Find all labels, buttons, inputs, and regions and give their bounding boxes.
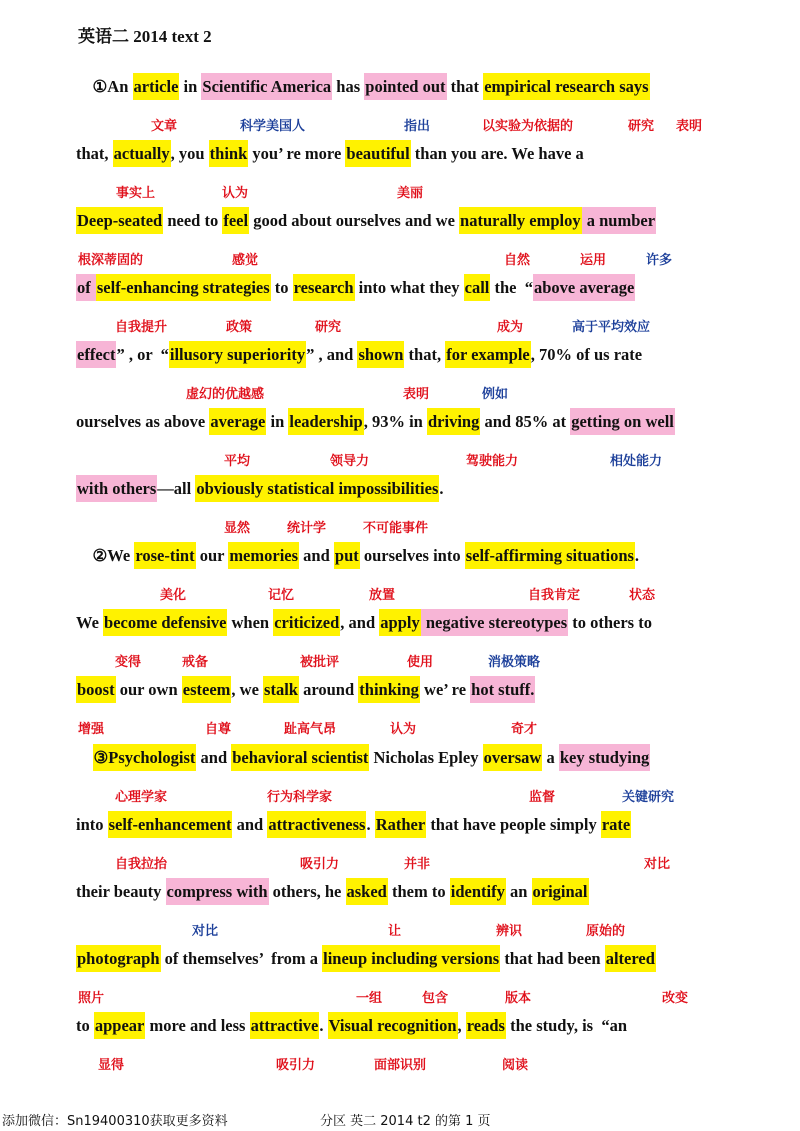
text-segment: and: [299, 546, 334, 565]
text-segment: ourselves as above: [76, 412, 210, 431]
translation-note: 行为科学家: [267, 790, 333, 805]
translation-note: 认为: [390, 722, 417, 737]
text-segment: that had been: [500, 949, 605, 968]
translation-note: 政策: [226, 320, 253, 335]
highlighted-phrase: think: [209, 140, 249, 167]
text-segment: to: [76, 1016, 94, 1035]
translation-note: 文章: [151, 119, 178, 134]
highlighted-phrase: pointed out: [364, 73, 446, 100]
translation-note: 状态: [629, 588, 656, 603]
highlighted-phrase: reads: [466, 1012, 506, 1039]
text-segment: their beauty: [76, 882, 166, 901]
translation-note: 变得: [115, 655, 142, 670]
text-segment: the “: [490, 278, 533, 297]
text-segment: around: [298, 680, 359, 699]
highlighted-phrase: become defensive: [103, 609, 227, 636]
translation-note: 表明: [403, 387, 430, 402]
text-segment: of themselves’ from a: [160, 949, 323, 968]
highlighted-phrase: leadership: [288, 408, 363, 435]
translation-note: 研究: [315, 320, 342, 335]
text-segment: the study, is “an: [505, 1016, 628, 1035]
translation-note: 虚幻的优越感: [186, 387, 265, 402]
translation-note: 戒备: [182, 655, 209, 670]
translation-note: 自我拉抬: [115, 857, 168, 872]
translation-note: 监督: [529, 790, 556, 805]
text-segment: ,: [457, 1016, 466, 1035]
highlighted-phrase: Scientific America: [201, 73, 332, 100]
text-segment: .: [439, 479, 444, 498]
text-segment: that have people simply: [426, 815, 601, 834]
text-segment: in: [179, 77, 202, 96]
text-segment: ①An: [76, 77, 133, 96]
highlighted-phrase: getting on well: [570, 408, 675, 435]
highlighted-phrase: above average: [533, 274, 635, 301]
translation-note: 统计学: [287, 521, 327, 536]
translation-note: 趾高气昂: [284, 722, 337, 737]
translation-note: 显然: [224, 521, 251, 536]
highlighted-phrase: naturally employ: [459, 207, 582, 234]
translation-note: 阅读: [502, 1058, 529, 1073]
highlighted-phrase: rate: [601, 811, 631, 838]
text-segment: them to: [387, 882, 450, 901]
highlighted-phrase: average: [209, 408, 266, 435]
translation-note: 高于平均效应: [572, 320, 651, 335]
highlighted-phrase: of: [76, 274, 96, 301]
translation-note: 版本: [505, 991, 532, 1006]
highlighted-phrase: memories: [228, 542, 299, 569]
highlighted-phrase: appear: [94, 1012, 146, 1039]
text-segment: than you are. We have a: [410, 144, 584, 163]
highlighted-phrase: behavioral scientist: [231, 744, 369, 771]
highlighted-phrase: beautiful: [345, 140, 410, 167]
highlighted-phrase: driving: [427, 408, 480, 435]
text-line: [76, 743, 726, 773]
text-line: [76, 810, 726, 840]
highlighted-phrase: with others: [76, 475, 157, 502]
translation-note: 认为: [222, 186, 249, 201]
translation-note: 被批评: [300, 655, 340, 670]
text-line: [76, 944, 726, 974]
highlighted-phrase: oversaw: [483, 744, 543, 771]
translation-note: 自然: [504, 253, 531, 268]
translation-note: 自尊: [205, 722, 232, 737]
translation-note: 吸引力: [276, 1058, 316, 1073]
highlighted-phrase: feel: [222, 207, 249, 234]
translation-note: 成为: [497, 320, 524, 335]
translation-note: 指出: [404, 119, 431, 134]
text-segment: ” , or “: [116, 345, 169, 364]
translation-note: 心理学家: [115, 790, 168, 805]
highlighted-phrase: apply: [379, 609, 420, 636]
text-segment: .: [634, 546, 640, 565]
translation-note: 对比: [192, 924, 219, 939]
highlighted-phrase: effect: [76, 341, 116, 368]
translation-note: 不可能事件: [363, 521, 429, 536]
highlighted-phrase: esteem: [182, 676, 232, 703]
translation-note: 增强: [78, 722, 105, 737]
highlighted-phrase: self-enhancing strategies: [96, 274, 271, 301]
translation-note: 改变: [662, 991, 689, 1006]
translation-note: 放置: [369, 588, 396, 603]
highlighted-phrase: attractiveness: [267, 811, 366, 838]
highlighted-phrase: obviously statistical impossibilities: [195, 475, 439, 502]
text-line: [76, 877, 726, 907]
text-line: [76, 675, 726, 705]
text-segment: .: [366, 815, 375, 834]
text-line: [76, 139, 726, 169]
translation-note: 事实上: [116, 186, 156, 201]
text-segment: our own: [115, 680, 182, 699]
translation-note: 科学美国人: [240, 119, 306, 134]
highlighted-phrase: research: [293, 274, 355, 301]
highlighted-phrase: article: [133, 73, 180, 100]
translation-note: 让: [388, 924, 402, 939]
translation-note: 自我提升: [115, 320, 168, 335]
text-segment: a: [542, 748, 559, 767]
footer-left-note: 添加微信：Sn19400310获取更多资料: [2, 1114, 228, 1129]
highlighted-phrase: hot stuff.: [470, 676, 535, 703]
page-title: 英语二 2014 text 2: [78, 27, 212, 46]
translation-note: 一组: [356, 991, 383, 1006]
text-segment: we’ re: [419, 680, 471, 699]
translation-note: 面部识别: [374, 1058, 427, 1073]
translation-note: 照片: [78, 991, 105, 1006]
translation-note: 相处能力: [610, 454, 663, 469]
text-line: [76, 340, 726, 370]
text-segment: ourselves into: [359, 546, 465, 565]
highlighted-phrase: Deep-seated: [76, 207, 163, 234]
highlighted-phrase: original: [532, 878, 589, 905]
text-segment: that: [446, 77, 484, 96]
translation-note: 美化: [160, 588, 187, 603]
highlighted-phrase: thinking: [358, 676, 420, 703]
highlighted-phrase: self-enhancement: [108, 811, 233, 838]
text-segment: others, he: [268, 882, 346, 901]
text-segment: , 93% in: [363, 412, 427, 431]
text-segment: need to: [163, 211, 223, 230]
text-line: [76, 1011, 726, 1041]
text-segment: Nicholas Epley: [369, 748, 483, 767]
highlighted-phrase: identify: [450, 878, 506, 905]
translation-note: 感觉: [232, 253, 259, 268]
highlighted-phrase: attractive: [250, 1012, 320, 1039]
translation-note: 表明: [676, 119, 703, 134]
text-segment: to: [270, 278, 293, 297]
text-line: [76, 206, 726, 236]
text-segment: , and: [340, 613, 380, 632]
text-segment: —all: [157, 479, 196, 498]
text-segment: good about ourselves and we: [249, 211, 460, 230]
text-segment: , 70% of us rate: [530, 345, 643, 364]
highlighted-phrase: Rather: [375, 811, 426, 838]
highlighted-phrase: criticized: [273, 609, 340, 636]
highlighted-phrase: illusory superiority: [169, 341, 306, 368]
translation-note: 以实验为依据的: [482, 119, 574, 134]
text-segment: and 85% at: [480, 412, 571, 431]
text-line: [76, 474, 726, 504]
translation-note: 自我肯定: [528, 588, 581, 603]
highlighted-phrase: boost: [76, 676, 116, 703]
highlighted-phrase: key studying: [559, 744, 650, 771]
translation-note: 例如: [482, 387, 509, 402]
footer-page-label: 分区 英二 2014 t2 的第 1 页: [320, 1114, 491, 1129]
text-segment: more and less: [145, 1016, 250, 1035]
text-segment: when: [227, 613, 274, 632]
translation-note: 许多: [646, 253, 673, 268]
text-segment: in: [266, 412, 289, 431]
text-segment: to others to: [568, 613, 652, 632]
translation-note: 使用: [407, 655, 434, 670]
text-segment: ②We: [76, 546, 135, 565]
text-line: [76, 273, 726, 303]
text-segment: and: [196, 748, 232, 767]
text-line: [76, 541, 726, 571]
text-segment: .: [319, 1016, 328, 1035]
highlighted-phrase: photograph: [76, 945, 161, 972]
translation-note: 领导力: [330, 454, 370, 469]
translation-note: 美丽: [397, 186, 424, 201]
text-segment: We: [76, 613, 104, 632]
text-segment: , we: [231, 680, 264, 699]
highlighted-phrase: for example: [445, 341, 531, 368]
text-segment: , you: [170, 144, 209, 163]
text-segment: into what they: [354, 278, 464, 297]
translation-note: 研究: [628, 119, 655, 134]
text-segment: that,: [76, 144, 113, 163]
translation-note: 奇才: [511, 722, 538, 737]
text-segment: you’ re more: [248, 144, 346, 163]
text-segment: [76, 748, 93, 767]
text-segment: has: [332, 77, 365, 96]
highlighted-phrase: actually: [113, 140, 171, 167]
text-segment: that,: [404, 345, 446, 364]
text-segment: our: [195, 546, 229, 565]
highlighted-phrase: ③Psychologist: [93, 744, 197, 771]
translation-note: 记忆: [268, 588, 295, 603]
highlighted-phrase: asked: [346, 878, 388, 905]
highlighted-phrase: empirical research says: [483, 73, 649, 100]
text-line: [76, 608, 726, 638]
text-segment: ” , and: [306, 345, 358, 364]
translation-note: 根深蒂固的: [78, 253, 144, 268]
highlighted-phrase: rose-tint: [134, 542, 195, 569]
translation-note: 并非: [404, 857, 431, 872]
translation-note: 驾驶能力: [466, 454, 519, 469]
text-segment: and: [232, 815, 268, 834]
text-segment: into: [76, 815, 108, 834]
translation-note: 显得: [98, 1058, 125, 1073]
highlighted-phrase: a number: [582, 207, 656, 234]
translation-note: 运用: [580, 253, 607, 268]
translation-note: 包含: [422, 991, 449, 1006]
translation-note: 消极策略: [488, 655, 541, 670]
translation-note: 关键研究: [622, 790, 675, 805]
translation-note: 辨识: [496, 924, 523, 939]
highlighted-phrase: shown: [357, 341, 404, 368]
highlighted-phrase: negative stereotypes: [421, 609, 568, 636]
text-line: [76, 72, 726, 102]
text-line: [76, 407, 726, 437]
translation-note: 平均: [224, 454, 251, 469]
text-segment: an: [505, 882, 532, 901]
translation-note: 吸引力: [300, 857, 340, 872]
highlighted-phrase: self-affirming situations: [465, 542, 635, 569]
highlighted-phrase: stalk: [263, 676, 299, 703]
translation-note: 对比: [644, 857, 671, 872]
highlighted-phrase: Visual recognition: [328, 1012, 458, 1039]
highlighted-phrase: compress with: [166, 878, 269, 905]
highlighted-phrase: call: [464, 274, 491, 301]
highlighted-phrase: put: [334, 542, 360, 569]
highlighted-phrase: lineup including versions: [322, 945, 500, 972]
translation-note: 原始的: [586, 924, 626, 939]
highlighted-phrase: altered: [605, 945, 656, 972]
